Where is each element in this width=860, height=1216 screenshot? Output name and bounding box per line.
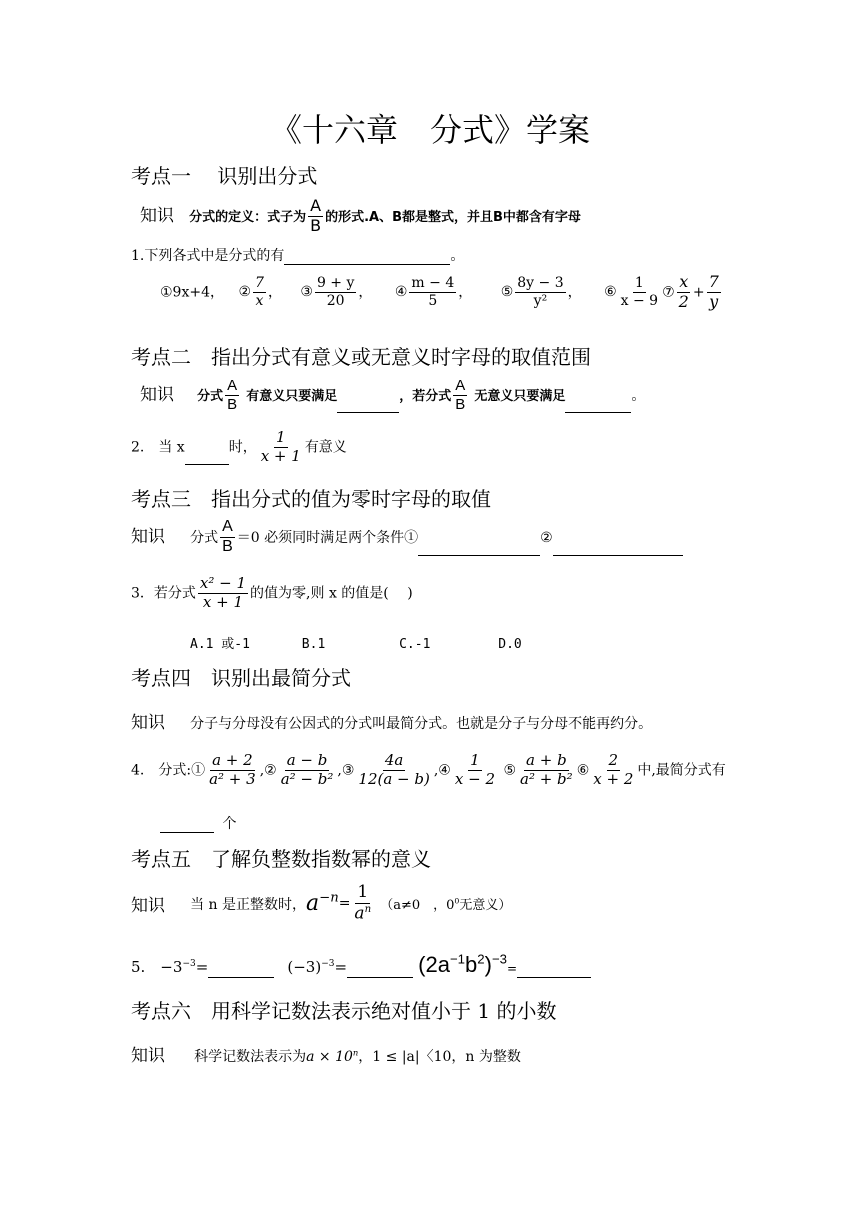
power-base: $a^{-n}$	[306, 891, 339, 917]
section-3-knowledge	[131, 519, 683, 556]
question-3-text-b: 的值为零,则 x 的值是( )	[250, 585, 413, 602]
equals-sign: =	[338, 895, 351, 912]
section-4-knowledge	[131, 708, 652, 733]
answer-blank[interactable]	[185, 463, 229, 465]
question-4-tail	[160, 813, 236, 833]
section-5-knowledge	[131, 884, 511, 923]
item-5-sep: ，	[567, 284, 582, 301]
item-2-fraction: $\frac{7}{x}$	[255, 275, 264, 309]
option-d[interactable]: D.0	[498, 637, 522, 652]
knowledge-text-1: 分式	[197, 388, 224, 404]
question-2-text-a: 2. 当 x	[131, 439, 185, 456]
item-2-marker: ②	[238, 284, 252, 301]
item-5-marker: ⑤	[500, 284, 514, 301]
item-7-marker: ⑦	[662, 284, 675, 301]
item-5-fraction: $\frac{8y - 3}{\text{y²}}$	[517, 275, 564, 309]
knowledge-text-2: 有意义只要满足	[246, 388, 338, 404]
question-3-fraction: $\frac{\text{x² − 1}}{x + 1}$	[199, 574, 247, 611]
q4-sep-1: ,②	[259, 762, 277, 779]
answer-blank-3[interactable]	[517, 976, 591, 978]
question-1-end: 。	[450, 248, 465, 264]
q4-fraction-1: $\frac{a + 2}{\text{a² + 3}}$	[209, 751, 256, 788]
q5-expr-1: 5. $-3^{-3}=$	[131, 958, 209, 977]
answer-blank[interactable]	[565, 411, 631, 413]
option-a[interactable]: A.1 或-1	[190, 637, 250, 652]
section-2-knowledge	[140, 378, 645, 413]
page-title: 《十六章 分式》学案	[269, 111, 590, 149]
question-2-fraction: $\frac{1}{x + 1}$	[260, 428, 301, 465]
definition-suffix: 的形式.A、B都是整式，并且B中都含有字母	[325, 209, 581, 225]
section-3-heading: 考点三 指出分式的值为零时字母的取值	[131, 487, 491, 511]
question-2-text-b: 时，	[228, 439, 257, 456]
section-1-heading: 考点一 识别出分式	[131, 164, 318, 188]
q4-fraction-6: $\frac{2}{x + 2}$	[593, 751, 634, 788]
answer-blank-2[interactable]	[347, 976, 413, 978]
definition-prefix: 分式的定义：式子为	[189, 209, 307, 225]
item-3-marker: ③	[300, 284, 313, 301]
fraction-a-over-b: $\frac{A}{B}$	[222, 518, 233, 555]
reciprocal-fraction: $\frac{1}{a^n}$	[354, 882, 372, 924]
knowledge-label: 知识	[131, 713, 165, 733]
knowledge-label: 知识	[131, 526, 165, 547]
item-4-fraction: $\frac{m - 4}{5}$	[411, 275, 455, 309]
section-2-heading: 考点二 指出分式有意义或无意义时字母的取值范围	[131, 345, 591, 369]
answer-blank[interactable]	[337, 411, 399, 413]
answer-blank-1[interactable]	[208, 976, 274, 978]
item-4-sep: ，	[458, 284, 473, 301]
fraction-a-over-b: $\frac{A}{B}$	[455, 377, 466, 413]
question-4-text-end: 中,最简分式有	[637, 762, 726, 779]
item-3-fraction: $\frac{9 + y}{20}$	[316, 275, 355, 309]
question-1-items	[160, 274, 723, 311]
knowledge-text-1: 科学记数法表示为	[194, 1049, 307, 1065]
item-6-fraction: $\frac{1}{x - 9}$	[620, 275, 659, 309]
knowledge-text-2: ，1 ≤ |a|〈10，n 为整数	[358, 1049, 521, 1065]
answer-blank[interactable]	[160, 831, 214, 833]
q4-fraction-4: $\frac{1}{x - 2}$	[454, 751, 495, 788]
question-4-unit: 个	[222, 816, 237, 832]
q5-equals: =	[506, 961, 518, 976]
q4-fraction-5: $\frac{a + b}{\text{a² + b²}}$	[520, 751, 573, 788]
condition-2-blank[interactable]	[553, 554, 683, 556]
answer-blank[interactable]	[284, 263, 450, 265]
knowledge-text-2: ＝0 必须同时满足两个条件①	[236, 529, 419, 546]
knowledge-text-3: ②	[540, 529, 553, 546]
knowledge-label: 知识	[140, 205, 174, 226]
item-1: ①9x+4，	[160, 284, 224, 301]
fraction-a-over-b: $\frac{A}{B}$	[310, 196, 322, 235]
question-1	[131, 245, 464, 265]
knowledge-label: 知识	[140, 384, 174, 405]
item-4-marker: ④	[394, 284, 408, 301]
section-4-heading: 考点四 识别出最简分式	[131, 666, 351, 690]
section-1-knowledge	[140, 198, 581, 235]
item-2-sep: ，	[267, 284, 282, 301]
q4-fraction-2: $\frac{a - b}{\text{a² − b²}}$	[280, 751, 334, 788]
q4-sep-3: ,④	[433, 762, 451, 779]
knowledge-text-2: （a≠0 ，$0^0$无意义）	[380, 896, 512, 914]
condition-1-blank[interactable]	[418, 554, 540, 556]
question-2	[131, 430, 347, 465]
knowledge-text-1: 分式	[190, 529, 219, 546]
q4-sep-5: ⑥	[576, 762, 590, 779]
q5-expr-2: $(-3)^{-3}=$	[287, 958, 348, 977]
item-7-fraction-b: $\frac{7}{y}$	[708, 272, 719, 311]
q4-sep-2: ,③	[337, 762, 355, 779]
fraction-a-over-b: $\frac{A}{B}$	[227, 377, 238, 413]
question-1-text: 1.下列各式中是分式的有	[131, 248, 285, 264]
section-6-knowledge	[131, 1041, 521, 1066]
question-5	[131, 952, 591, 978]
knowledge-label: 知识	[131, 896, 165, 917]
knowledge-text-4: 无意义只要满足	[474, 388, 566, 404]
knowledge-text-5: 。	[631, 387, 646, 404]
q5-expr-3: $(2a^{-1}b^2)^{-3}$	[418, 952, 507, 978]
knowledge-text-3: ，若分式	[399, 388, 452, 404]
question-2-text-c: 有意义	[304, 439, 347, 456]
knowledge-text: 分子与分母没有公因式的分式叫最简分式。也就是分子与分母不能再约分。	[190, 716, 653, 732]
q4-sep-4: ⑤	[503, 762, 516, 779]
question-3-text-a: 3．若分式	[131, 585, 196, 602]
option-c[interactable]: C.-1	[399, 637, 431, 652]
option-b[interactable]: B.1	[301, 637, 326, 652]
section-5-heading: 考点五 了解负整数指数幂的意义	[131, 847, 431, 871]
knowledge-label: 知识	[131, 1046, 165, 1066]
question-4-text-a: 4. 分式:①	[131, 762, 206, 779]
question-3	[131, 576, 413, 611]
item-6-marker: ⑥	[604, 284, 617, 301]
q4-fraction-3: $\frac{4a}{12(a - b)}$	[358, 751, 430, 788]
section-6-heading: 考点六 用科学记数法表示绝对值小于 1 的小数	[131, 999, 557, 1023]
item-7-fraction-a: $\frac{x}{2}$	[678, 272, 689, 311]
knowledge-text-1: 当 n 是正整数时，	[190, 896, 307, 913]
item-3-sep: ，	[358, 284, 373, 301]
question-4	[131, 753, 726, 788]
scientific-notation: $a \times 10^n$	[306, 1047, 359, 1065]
item-7-plus: +	[692, 284, 705, 301]
question-3-options	[190, 633, 522, 652]
